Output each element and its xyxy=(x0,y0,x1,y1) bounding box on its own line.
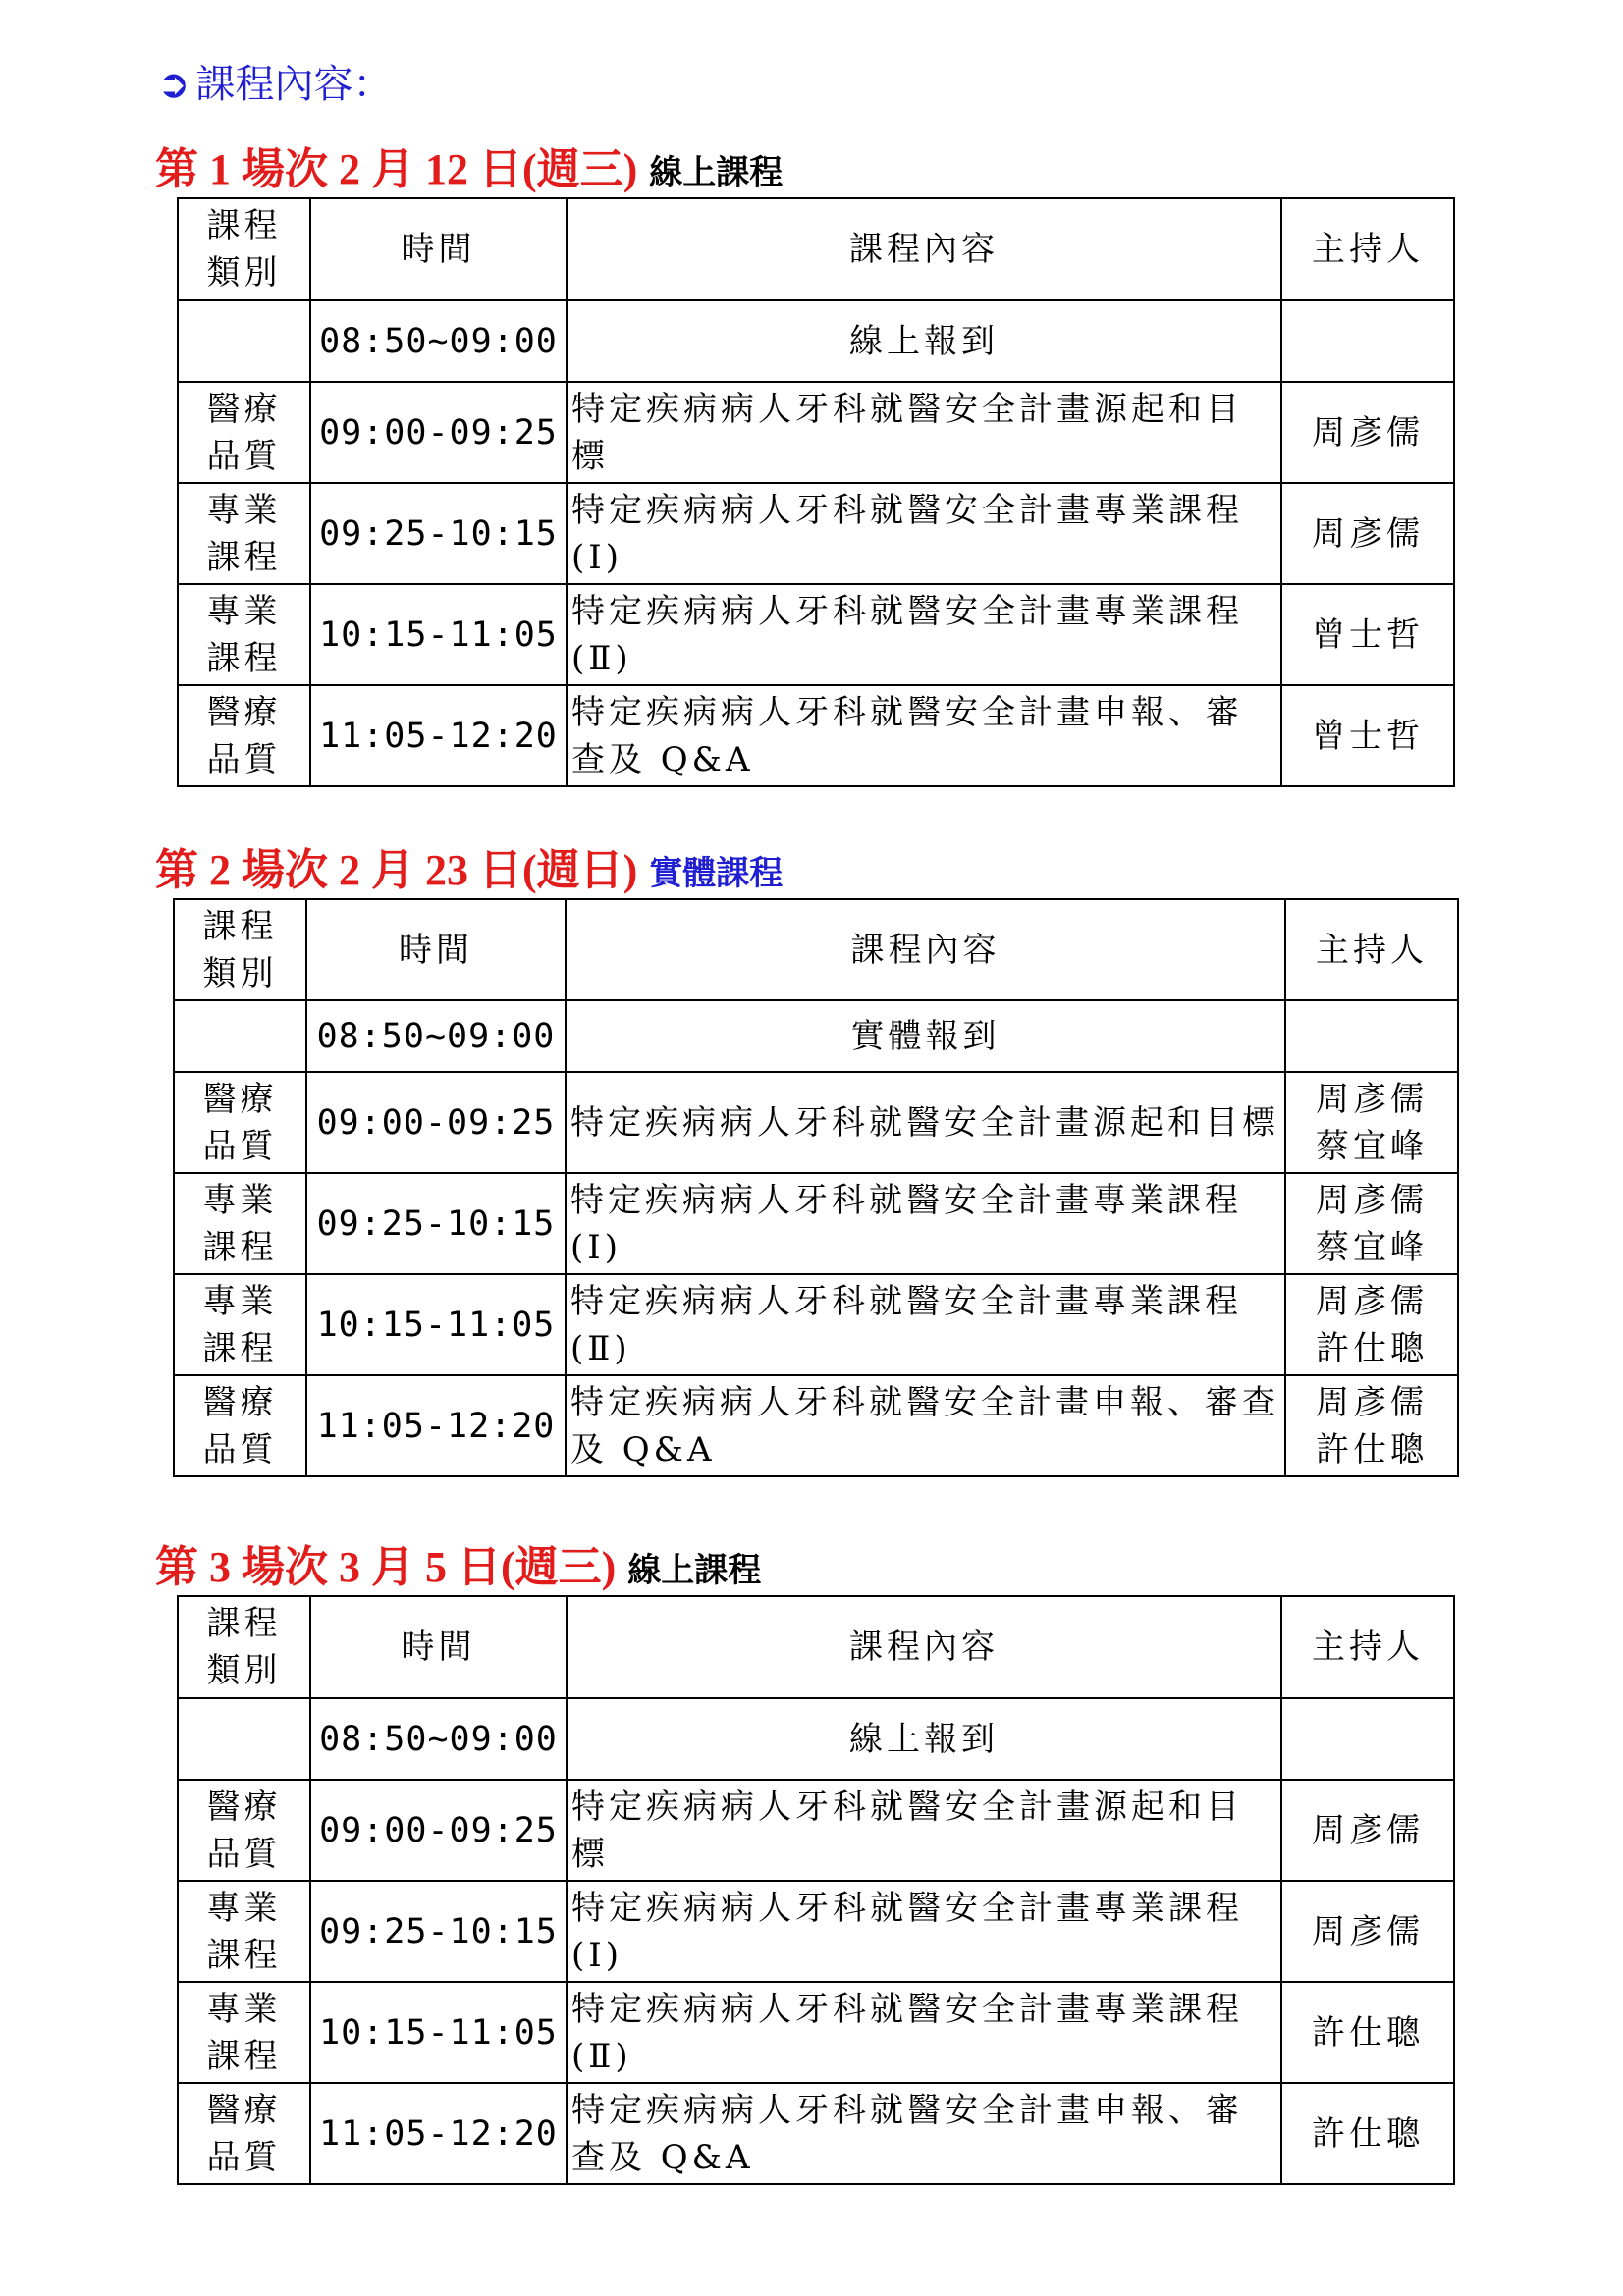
row-time: 09:25-10:15 xyxy=(310,483,567,584)
heading-text: 課程內容： xyxy=(195,62,393,107)
header-host: 主持人 xyxy=(1281,198,1454,300)
session-date: 第 1 場次 2 月 12 日(週三) xyxy=(155,145,638,193)
row-time: 09:00-09:25 xyxy=(306,1072,566,1173)
header-category: 課程 類別 xyxy=(178,1596,310,1698)
row-category: 醫療 品質 xyxy=(174,1375,306,1476)
row-host: 周彥儒 蔡宜峰 xyxy=(1285,1072,1458,1173)
checkin-row xyxy=(178,1698,1454,1780)
table-row xyxy=(178,685,1454,786)
session-mode: 線上課程 xyxy=(627,1551,762,1590)
header-category: 課程 類別 xyxy=(178,198,310,300)
row-host: 曾士哲 xyxy=(1281,584,1454,685)
schedule-table-2 xyxy=(173,898,1459,1477)
row-host: 許仕聰 xyxy=(1281,1982,1454,2083)
checkin-label: 線上報到 xyxy=(567,300,1281,382)
table-row xyxy=(178,584,1454,685)
row-content: 特定疾病病人牙科就醫安全計畫專業課程(Ⅰ) xyxy=(566,1173,1285,1274)
session-mode: 實體課程 xyxy=(649,854,784,893)
table-row xyxy=(178,1780,1454,1881)
row-category: 醫療 品質 xyxy=(178,685,310,786)
row-host: 周彥儒 xyxy=(1281,382,1454,483)
schedule-table-3 xyxy=(177,1595,1455,2185)
row-content: 特定疾病病人牙科就醫安全計畫專業課程(Ⅱ) xyxy=(566,1274,1285,1375)
row-time: 09:25-10:15 xyxy=(310,1881,567,1982)
header-content: 課程內容 xyxy=(567,1596,1281,1698)
table-row xyxy=(178,2083,1454,2184)
checkin-category xyxy=(178,300,310,382)
row-host: 周彥儒 xyxy=(1281,1780,1454,1881)
row-category: 專業 課程 xyxy=(174,1274,306,1375)
table-header-row xyxy=(174,899,1458,1000)
table-header-row xyxy=(178,1596,1454,1698)
arrow-right-icon: ➲ xyxy=(157,62,190,107)
checkin-label: 線上報到 xyxy=(567,1698,1281,1780)
header-category: 課程 類別 xyxy=(174,899,306,1000)
row-content: 特定疾病病人牙科就醫安全計畫專業課程(Ⅰ) xyxy=(567,483,1281,584)
session-date: 第 3 場次 3 月 5 日(週三) xyxy=(155,1543,617,1591)
row-content: 特定疾病病人牙科就醫安全計畫專業課程(Ⅰ) xyxy=(567,1881,1281,1982)
row-host: 周彥儒 xyxy=(1281,1881,1454,1982)
row-content: 特定疾病病人牙科就醫安全計畫申報、審查及 Q&A xyxy=(567,685,1281,786)
table-row xyxy=(174,1274,1458,1375)
row-host: 周彥儒 xyxy=(1281,483,1454,584)
row-host: 周彥儒 許仕聰 xyxy=(1285,1375,1458,1476)
row-time: 11:05-12:20 xyxy=(310,2083,567,2184)
row-host: 曾士哲 xyxy=(1281,685,1454,786)
row-category: 專業 課程 xyxy=(178,1982,310,2083)
header-time: 時間 xyxy=(310,1596,567,1698)
table-row xyxy=(174,1173,1458,1274)
header-content: 課程內容 xyxy=(566,899,1285,1000)
row-category: 專業 課程 xyxy=(178,1881,310,1982)
checkin-host xyxy=(1281,300,1454,382)
session-2-title xyxy=(155,841,783,900)
row-content: 特定疾病病人牙科就醫安全計畫源起和目標 xyxy=(566,1072,1285,1173)
schedule-table-1 xyxy=(177,197,1455,787)
header-host: 主持人 xyxy=(1281,1596,1454,1698)
row-time: 10:15-11:05 xyxy=(310,584,567,685)
row-category: 專業 課程 xyxy=(178,483,310,584)
table-row xyxy=(178,1982,1454,2083)
checkin-row xyxy=(174,1000,1458,1072)
table-header-row xyxy=(178,198,1454,300)
table-row xyxy=(178,382,1454,483)
row-category: 醫療 品質 xyxy=(178,2083,310,2184)
checkin-time: 08:50~09:00 xyxy=(310,1698,567,1780)
header-time: 時間 xyxy=(306,899,566,1000)
row-time: 09:00-09:25 xyxy=(310,382,567,483)
row-content: 特定疾病病人牙科就醫安全計畫源起和目標 xyxy=(567,382,1281,483)
session-mode: 線上課程 xyxy=(649,153,784,192)
row-category: 醫療 品質 xyxy=(174,1072,306,1173)
table-row xyxy=(174,1375,1458,1476)
checkin-label: 實體報到 xyxy=(566,1000,1285,1072)
page-heading xyxy=(157,57,393,112)
row-content: 特定疾病病人牙科就醫安全計畫申報、審查及 Q&A xyxy=(566,1375,1285,1476)
checkin-host xyxy=(1285,1000,1458,1072)
header-content: 課程內容 xyxy=(567,198,1281,300)
header-time: 時間 xyxy=(310,198,567,300)
row-category: 醫療 品質 xyxy=(178,1780,310,1881)
session-3-title xyxy=(155,1538,761,1597)
table-row xyxy=(174,1072,1458,1173)
row-host: 周彥儒 蔡宜峰 xyxy=(1285,1173,1458,1274)
row-content: 特定疾病病人牙科就醫安全計畫源起和目標 xyxy=(567,1780,1281,1881)
row-time: 11:05-12:20 xyxy=(310,685,567,786)
row-category: 專業 課程 xyxy=(178,584,310,685)
checkin-category xyxy=(174,1000,306,1072)
session-date: 第 2 場次 2 月 23 日(週日) xyxy=(155,846,638,894)
table-row xyxy=(178,1881,1454,1982)
row-category: 醫療 品質 xyxy=(178,382,310,483)
row-time: 10:15-11:05 xyxy=(306,1274,566,1375)
checkin-time: 08:50~09:00 xyxy=(306,1000,566,1072)
session-1-title xyxy=(155,140,783,199)
checkin-category xyxy=(178,1698,310,1780)
row-category: 專業 課程 xyxy=(174,1173,306,1274)
row-content: 特定疾病病人牙科就醫安全計畫申報、審查及 Q&A xyxy=(567,2083,1281,2184)
table-row xyxy=(178,483,1454,584)
checkin-time: 08:50~09:00 xyxy=(310,300,567,382)
row-host: 周彥儒 許仕聰 xyxy=(1285,1274,1458,1375)
row-time: 10:15-11:05 xyxy=(310,1982,567,2083)
checkin-host xyxy=(1281,1698,1454,1780)
checkin-row xyxy=(178,300,1454,382)
row-time: 09:25-10:15 xyxy=(306,1173,566,1274)
row-time: 11:05-12:20 xyxy=(306,1375,566,1476)
row-content: 特定疾病病人牙科就醫安全計畫專業課程(Ⅱ) xyxy=(567,1982,1281,2083)
row-content: 特定疾病病人牙科就醫安全計畫專業課程(Ⅱ) xyxy=(567,584,1281,685)
header-host: 主持人 xyxy=(1285,899,1458,1000)
row-time: 09:00-09:25 xyxy=(310,1780,567,1881)
row-host: 許仕聰 xyxy=(1281,2083,1454,2184)
